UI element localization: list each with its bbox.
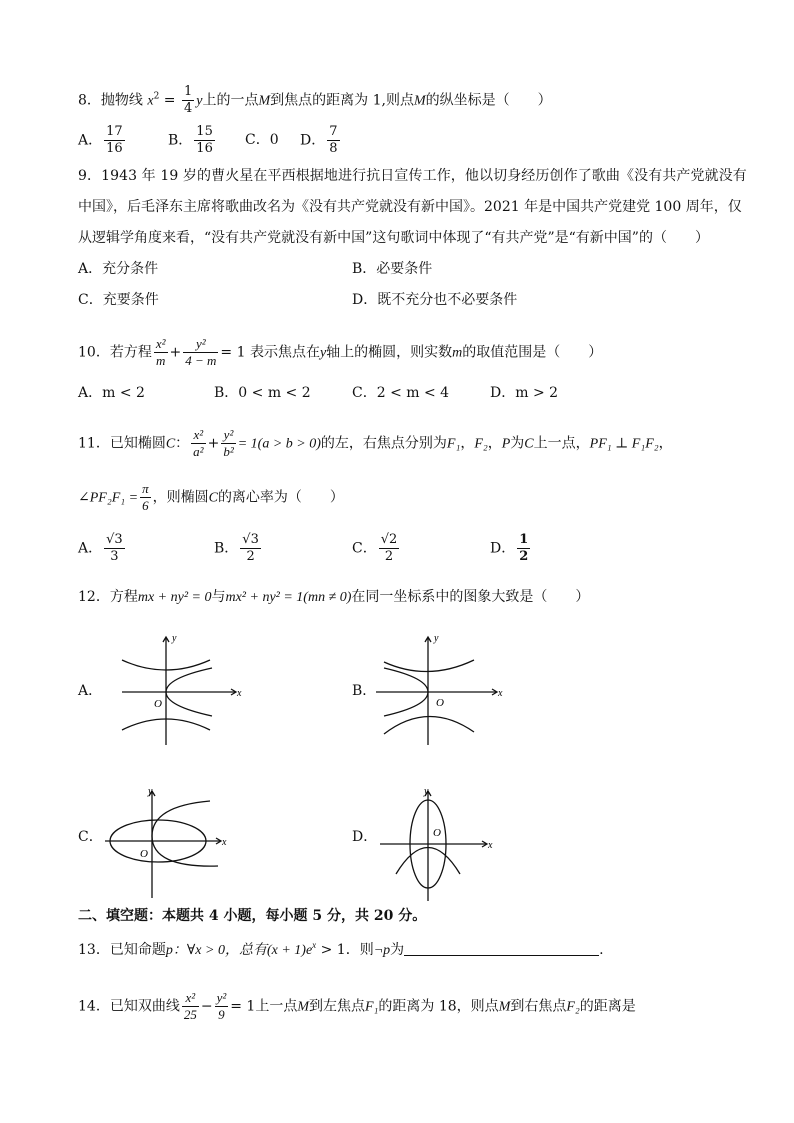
x-axis-label: x bbox=[222, 837, 227, 848]
option-label: A． bbox=[78, 132, 103, 149]
y-axis-label: y bbox=[434, 633, 439, 644]
fraction-denominator: 6 bbox=[142, 498, 149, 513]
text: 的取值范围是（ ） bbox=[462, 344, 603, 361]
math-var: p bbox=[165, 943, 173, 958]
option-label: D． bbox=[300, 132, 326, 149]
math-expr: ¬p bbox=[373, 943, 391, 958]
fraction bbox=[215, 990, 229, 1023]
question-number: 8． bbox=[78, 92, 101, 109]
text: 上一点 bbox=[255, 998, 298, 1015]
text: 到右焦点 bbox=[510, 998, 567, 1015]
fraction bbox=[104, 124, 125, 157]
option-label: B． bbox=[214, 540, 239, 557]
question-14 bbox=[78, 990, 636, 1023]
math-var: F₂ bbox=[566, 999, 580, 1015]
question-11-line1 bbox=[78, 427, 673, 460]
text: 13．已知命题 bbox=[78, 942, 166, 958]
fraction bbox=[379, 532, 400, 565]
graph-d[interactable] bbox=[376, 786, 536, 906]
q10-option-c[interactable]: C．2 < m < 4 bbox=[352, 385, 450, 401]
math-var: m bbox=[452, 345, 463, 361]
text: ，则椭圆 bbox=[152, 489, 209, 506]
q8-option-a[interactable] bbox=[78, 124, 127, 157]
fraction-denominator: 2 bbox=[246, 549, 255, 564]
q11-option-d[interactable] bbox=[490, 532, 532, 565]
fraction-numerator: 1 bbox=[519, 532, 529, 547]
math-var: F₂ bbox=[474, 436, 488, 452]
q12-option-b-label[interactable]: B． bbox=[352, 683, 377, 699]
answer-blank[interactable] bbox=[404, 941, 599, 956]
text: ， bbox=[460, 435, 475, 452]
fraction-numerator: √3 bbox=[242, 532, 259, 547]
y-axis-label: y bbox=[172, 633, 177, 644]
fraction-numerator: x² bbox=[191, 427, 205, 444]
fraction-denominator: 4 bbox=[183, 101, 193, 116]
q12-option-d-label[interactable]: D． bbox=[352, 829, 378, 845]
math-var: F₁ bbox=[446, 436, 461, 452]
fraction-numerator: 1 bbox=[183, 84, 193, 99]
fraction-denominator: 2 bbox=[519, 549, 529, 564]
text: ， bbox=[658, 435, 673, 452]
fraction-numerator: √3 bbox=[106, 532, 123, 547]
option-label: C． bbox=[352, 540, 377, 557]
y-axis-label: y bbox=[424, 786, 429, 797]
text: 为 bbox=[390, 942, 405, 958]
math-var: x bbox=[147, 93, 154, 109]
fraction-numerator: √2 bbox=[380, 532, 398, 547]
math-var: M bbox=[498, 999, 511, 1015]
text: 的左，右焦点分别为 bbox=[320, 435, 447, 452]
origin-label: O bbox=[140, 848, 148, 860]
q9-option-a[interactable]: A．充分条件 bbox=[78, 261, 159, 277]
math-expr: (x + 1)e bbox=[266, 943, 313, 958]
exponent: 2 bbox=[153, 91, 160, 102]
fraction bbox=[240, 532, 261, 565]
q12-option-a-label[interactable]: A． bbox=[78, 683, 103, 699]
math-var: P bbox=[501, 436, 511, 452]
fraction bbox=[104, 532, 125, 565]
fraction bbox=[183, 336, 218, 369]
q10-option-a[interactable]: A．m < 2 bbox=[78, 385, 145, 401]
text: 的离心率为（ ） bbox=[217, 489, 344, 506]
math-var: M bbox=[258, 93, 271, 109]
q11-option-b[interactable] bbox=[214, 532, 263, 565]
text: 上的一点 bbox=[202, 92, 259, 109]
option-label: D． bbox=[490, 540, 516, 557]
text: . bbox=[599, 942, 604, 958]
fraction-denominator: a² bbox=[193, 444, 204, 459]
option-label: B． bbox=[168, 132, 193, 149]
question-12 bbox=[78, 587, 589, 608]
fraction-denominator: 16 bbox=[106, 141, 123, 156]
text: 11．已知椭圆 bbox=[78, 435, 166, 452]
text: 抛物线 bbox=[100, 92, 143, 109]
text: 12．方程 bbox=[78, 589, 138, 605]
math-expr: ：∀x > 0，总有 bbox=[172, 943, 267, 958]
origin-label: O bbox=[436, 697, 444, 709]
question-10 bbox=[78, 336, 602, 369]
origin-label: O bbox=[154, 698, 162, 710]
math-op: − bbox=[200, 998, 213, 1015]
fraction-denominator: 4 − m bbox=[185, 353, 217, 368]
question-8 bbox=[78, 84, 552, 117]
question-9-line3: 从逻辑学角度来看，“没有共产党就没有新中国”这句歌词中体现了“有共产党”是“有新中国”的（ ） bbox=[78, 230, 709, 246]
math-expr: mx² + ny² = 1(mn ≠ 0) bbox=[225, 590, 352, 605]
math-var: C bbox=[524, 436, 534, 452]
section-2-title: 二、填空题：本题共 4 小题，每小题 5 分，共 20 分。 bbox=[78, 908, 427, 924]
math-var: F₁ bbox=[365, 999, 379, 1015]
graph-a[interactable] bbox=[100, 630, 260, 750]
fraction-numerator: 15 bbox=[196, 124, 213, 139]
fraction bbox=[182, 84, 194, 117]
fraction-denominator: 8 bbox=[329, 141, 338, 156]
text: 上一点， bbox=[533, 435, 590, 452]
math-expr: mx + ny² = 0 bbox=[137, 590, 212, 605]
math-op: + bbox=[169, 344, 182, 361]
q9-option-c[interactable]: C．充要条件 bbox=[78, 292, 159, 308]
math-expr: = 1 bbox=[230, 998, 256, 1015]
math-expr: ∠PF₂F₁ = bbox=[78, 490, 139, 506]
question-9-line2: 中国》，后毛泽东主席将歌曲改名为《没有共产党就没有新中国》。2021 年是中国共产党建党 100 周年，仅 bbox=[78, 199, 742, 215]
math-var: C bbox=[165, 436, 176, 452]
fraction-denominator: 25 bbox=[183, 1007, 197, 1022]
math-op: + bbox=[207, 435, 220, 452]
graph-b[interactable] bbox=[376, 630, 536, 750]
x-axis-label: x bbox=[488, 840, 493, 851]
fraction bbox=[194, 124, 215, 157]
option-label: C． bbox=[245, 132, 270, 148]
text: 的纵坐标是（ ） bbox=[425, 92, 552, 109]
q11-option-a[interactable] bbox=[78, 532, 127, 565]
hyperbola-lower-branch bbox=[384, 716, 474, 734]
fraction-numerator: 17 bbox=[106, 124, 123, 139]
q10-option-d[interactable]: D．m > 2 bbox=[490, 385, 559, 401]
question-13 bbox=[78, 940, 604, 961]
fraction-numerator: x² bbox=[155, 336, 166, 351]
q11-option-c[interactable] bbox=[352, 532, 401, 565]
q9-option-d[interactable]: D．既不充分也不必要条件 bbox=[352, 292, 518, 308]
text: = 1 表示焦点在 bbox=[220, 344, 320, 361]
fraction-numerator: x² bbox=[182, 990, 199, 1007]
fraction-numerator: π bbox=[142, 481, 149, 496]
q10-option-b[interactable]: B．0 < m < 2 bbox=[214, 385, 311, 401]
fraction-denominator: 3 bbox=[110, 549, 119, 564]
text: 的距离是 bbox=[579, 998, 636, 1015]
text: 在同一坐标系中的图象大致是（ ） bbox=[351, 589, 590, 605]
fraction bbox=[517, 532, 530, 565]
text: 为 bbox=[510, 435, 525, 452]
y-axis-label: y bbox=[148, 786, 153, 797]
fraction bbox=[327, 124, 339, 157]
fraction-numerator: 7 bbox=[329, 124, 338, 139]
fraction bbox=[221, 427, 235, 460]
math-op: = bbox=[159, 92, 180, 109]
q8-option-c[interactable] bbox=[245, 130, 279, 150]
x-axis-label: x bbox=[237, 688, 242, 699]
text: 到焦点的距离为 1,则点 bbox=[270, 92, 414, 109]
text: 的距离为 18，则点 bbox=[378, 998, 499, 1015]
fraction bbox=[191, 427, 205, 460]
question-11-line2 bbox=[78, 481, 344, 514]
fraction bbox=[140, 481, 151, 514]
fraction-denominator: m bbox=[155, 353, 166, 368]
text: ， bbox=[487, 435, 502, 452]
math-var: C bbox=[208, 490, 218, 506]
math-var: y bbox=[196, 93, 203, 109]
graph-c[interactable] bbox=[100, 786, 260, 906]
question-9-line1: 9．1943 年 19 岁的曹火星在平西根据地进行抗日宣传工作，他以切身经历创作了歌曲《没有共产党就没有 bbox=[78, 168, 747, 184]
fraction bbox=[182, 990, 199, 1023]
fraction-numerator: y² bbox=[216, 990, 227, 1005]
q8-option-d[interactable] bbox=[300, 124, 342, 157]
math-var: y bbox=[319, 345, 327, 361]
math-expr: PF₁ ⊥ F₁F₂ bbox=[589, 436, 659, 452]
fraction-numerator: y² bbox=[221, 427, 235, 444]
math-expr: = 1(a > b > 0) bbox=[237, 436, 321, 452]
text: 到左焦点 bbox=[309, 998, 365, 1015]
q8-option-b[interactable] bbox=[168, 124, 217, 157]
fraction-numerator: y² bbox=[183, 336, 218, 353]
exponent: x bbox=[312, 940, 317, 950]
x-axis-label: x bbox=[498, 688, 503, 699]
fraction-denominator: 9 bbox=[218, 1007, 225, 1022]
text: 10．若方程 bbox=[78, 344, 152, 361]
origin-label: O bbox=[433, 827, 441, 839]
text: > 1．则 bbox=[316, 942, 374, 958]
option-value: 0 bbox=[269, 132, 279, 148]
math-var: M bbox=[413, 93, 426, 109]
text: 轴上的椭圆，则实数 bbox=[326, 344, 453, 361]
option-label: A． bbox=[78, 540, 103, 557]
text: ： bbox=[175, 435, 190, 452]
q9-option-b[interactable]: B．必要条件 bbox=[352, 261, 433, 277]
fraction bbox=[154, 336, 168, 369]
fraction-denominator: b² bbox=[223, 444, 234, 459]
math-var: M bbox=[297, 999, 309, 1015]
text: 与 bbox=[211, 589, 226, 605]
fraction-denominator: 2 bbox=[384, 549, 394, 564]
q12-option-c-label[interactable]: C． bbox=[78, 829, 103, 845]
parabola-curve bbox=[152, 801, 218, 866]
text: 14．已知双曲线 bbox=[78, 998, 180, 1015]
fraction-denominator: 16 bbox=[196, 141, 213, 156]
hyperbola-upper-branch bbox=[384, 660, 474, 672]
